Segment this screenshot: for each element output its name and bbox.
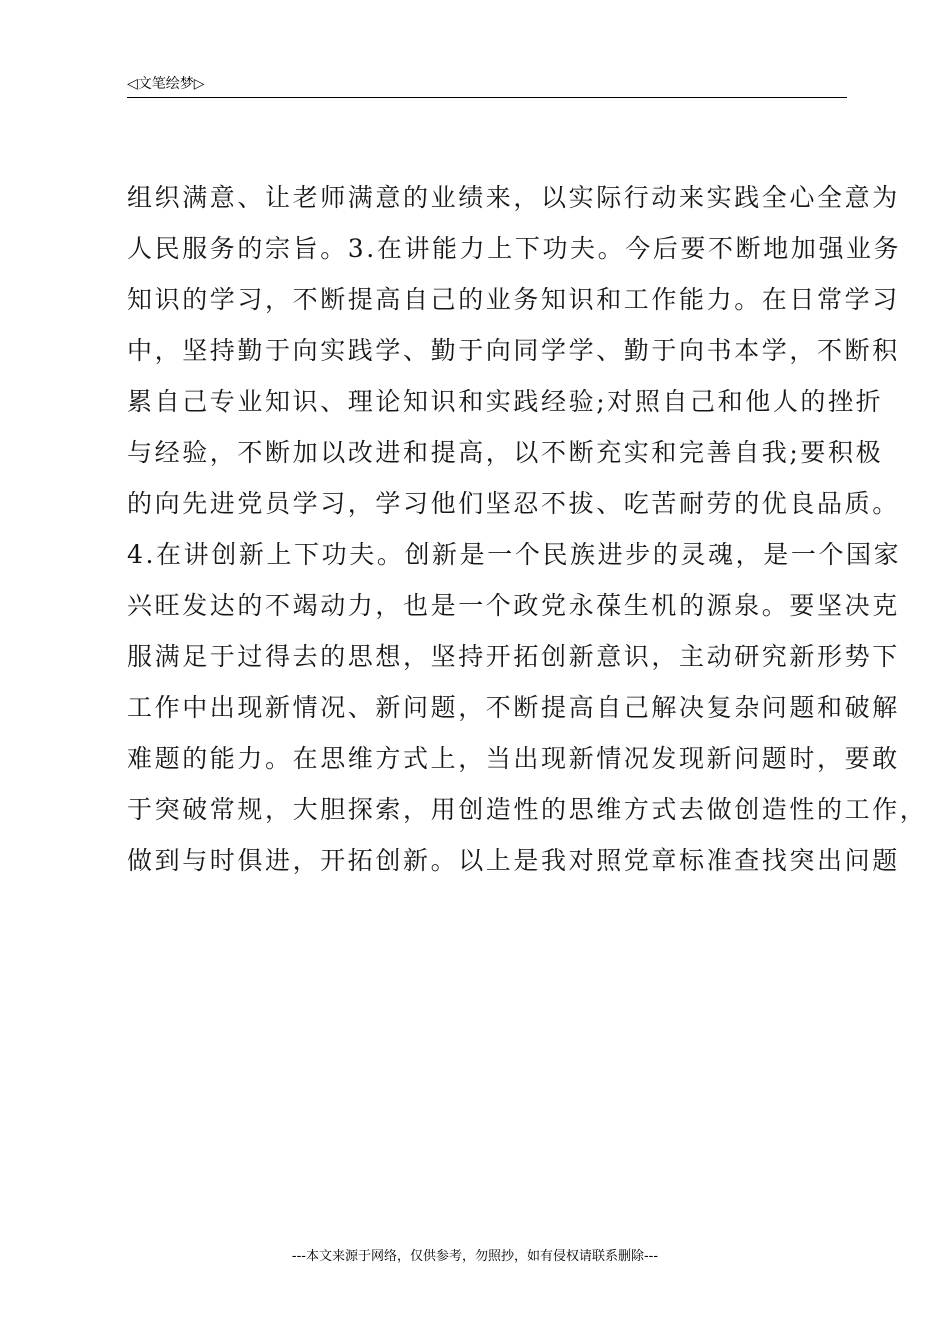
body-line: 人民服务的宗旨。3.在讲能力上下功夫。今后要不断地加强业务: [127, 234, 902, 263]
body-line: 知识的学习，不断提高自己的业务知识和工作能力。在日常学习: [127, 285, 900, 314]
body-line: 服满足于过得去的思想，坚持开拓创新意识，主动研究新形势下: [127, 642, 900, 671]
body-line: 于突破常规，大胆探索，用创造性的思维方式去做创造性的工作，: [127, 795, 928, 824]
body-line: 工作中出现新情况、新问题，不断提高自己解决复杂问题和破解: [127, 693, 900, 722]
body-line: 与经验，不断加以改进和提高，以不断充实和完善自我;要积极: [127, 438, 884, 467]
body-line: 4.在讲创新上下功夫。创新是一个民族进步的灵魂，是一个国家: [127, 540, 902, 569]
body-line: 的向先进党员学习，学习他们坚忍不拔、吃苦耐劳的优良品质。: [127, 489, 900, 518]
body-line: 组织满意、让老师满意的业绩来，以实际行动来实践全心全意为: [127, 183, 900, 212]
document-body: [127, 172, 928, 886]
body-line: 做到与时俱进，开拓创新。以上是我对照党章标准查找突出问题: [127, 846, 900, 875]
page-footer-disclaimer: ---本文来源于网络，仅供参考，勿照抄，如有侵权请联系删除---: [291, 1249, 659, 1264]
body-line: 兴旺发达的不竭动力，也是一个政党永葆生机的源泉。要坚决克: [127, 591, 900, 620]
body-line: 中，坚持勤于向实践学、勤于向同学学、勤于向书本学，不断积: [127, 336, 900, 365]
page-header: [127, 75, 847, 97]
header-title: ◁文笔绘梦▷: [127, 76, 205, 92]
body-line: 累自己专业知识、理论知识和实践经验;对照自己和他人的挫折: [127, 387, 884, 416]
body-line: 难题的能力。在思维方式上，当出现新情况发现新问题时，要敢: [127, 744, 900, 773]
header-divider: [127, 97, 847, 98]
